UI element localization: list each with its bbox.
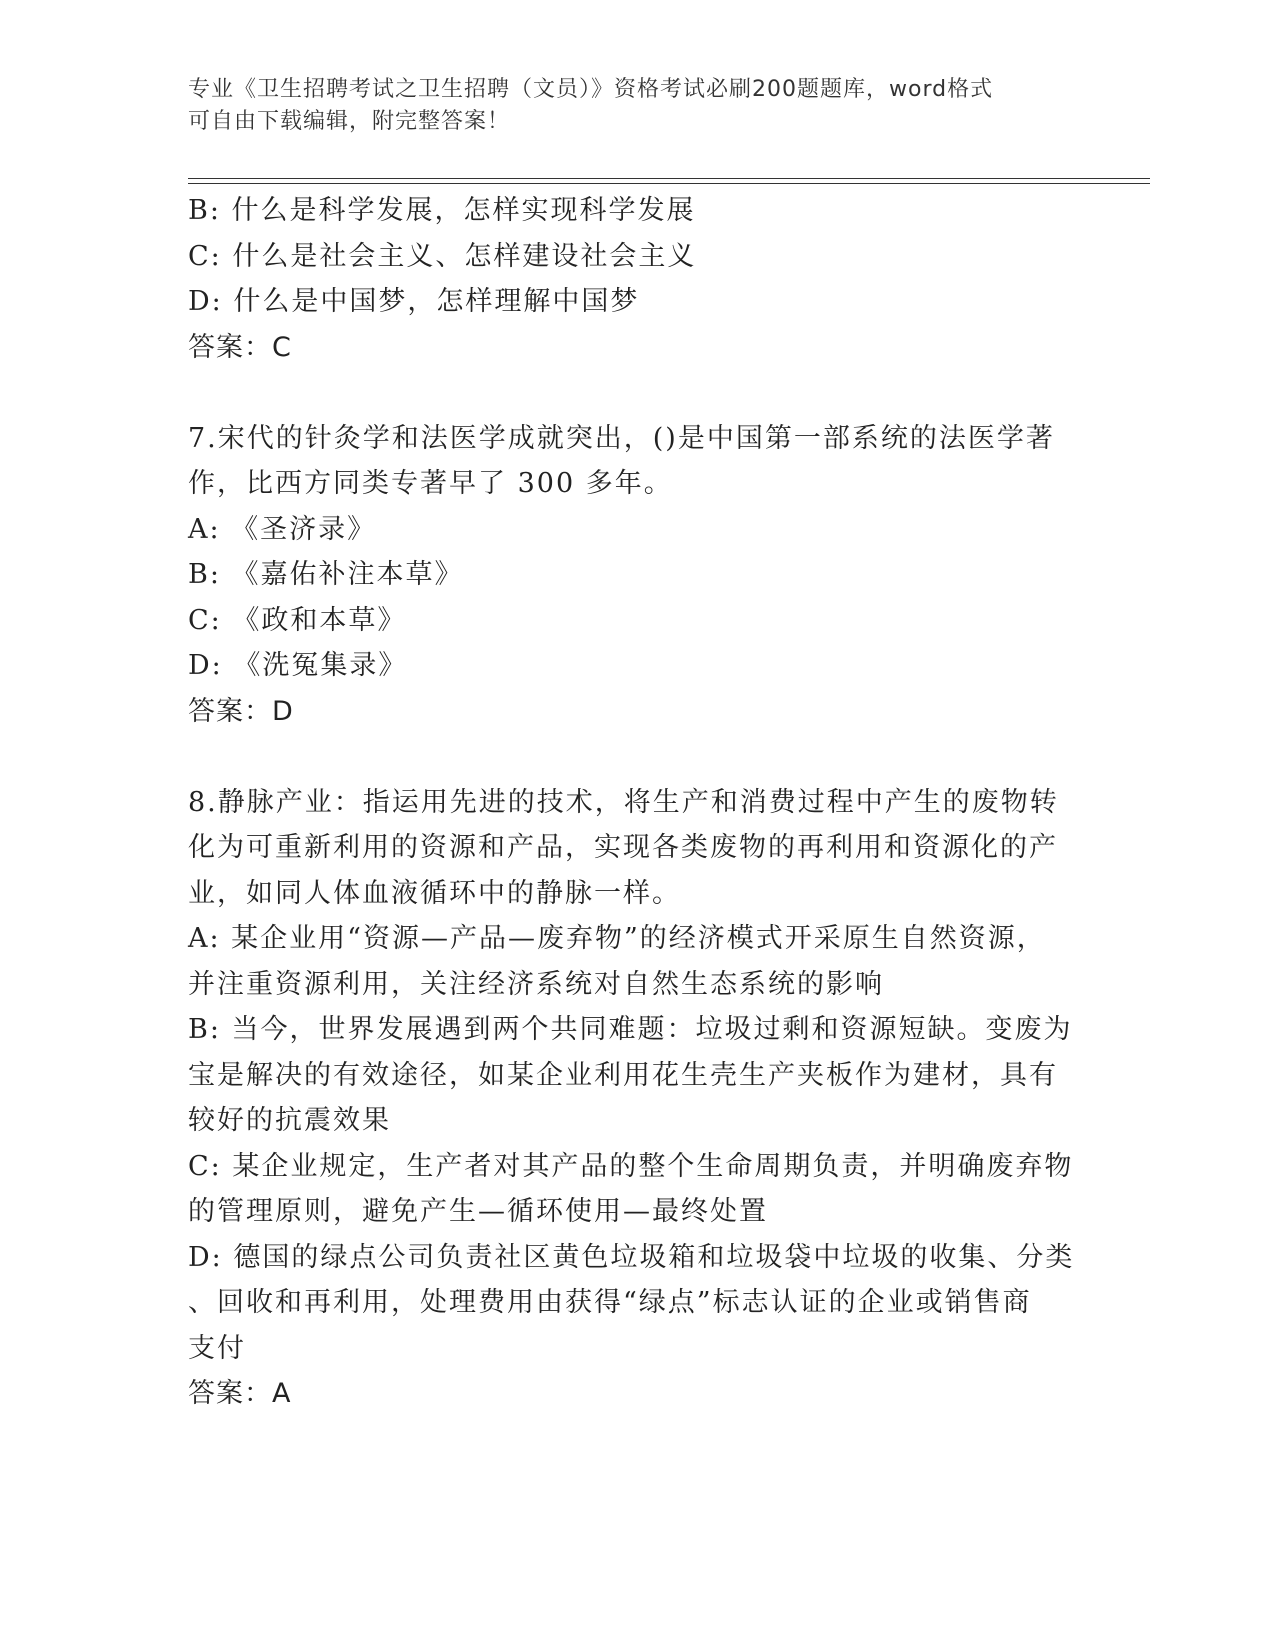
spacer [188,734,1068,780]
question-7 [188,416,1068,735]
header-divider-top [188,178,1150,179]
q8-answer: 答案：A [188,1378,292,1409]
q8-option-b-line-3: 较好的抗震效果 [188,1105,391,1136]
q8-option-b-line-2: 宝是解决的有效途径，如某企业利用花生壳生产夹板作为建材，具有 [188,1059,1058,1091]
q7-option-a: A: 《圣济录》 [188,513,377,545]
q6-option-d: D: 什么是中国梦，怎样理解中国梦 [188,286,640,317]
question-6-continued [188,188,1068,370]
document-body [188,188,1075,1417]
q8-stem-line-1: 8.静脉产业：指运用先进的技术，将生产和消费过程中产生的废物转 [188,786,1059,818]
q7-option-b: B: 《嘉佑补注本草》 [188,559,464,590]
q6-answer: 答案：C [188,331,292,363]
q6-option-c: C: 什么是社会主义、怎样建设社会主义 [188,240,697,272]
q8-option-d-line-3: 支付 [188,1332,246,1364]
q7-stem-line-2: 作，比西方同类专著早了 300 多年。 [188,468,673,499]
header-line-2: 可自由下载编辑，附完整答案！ [188,109,511,134]
q7-answer: 答案：D [188,695,294,727]
q8-option-b-line-1: B: 当今，世界发展遇到两个共同难题：垃圾过剩和资源短缺。变废为 [188,1014,1073,1045]
header-line-1: 专业《卫生招聘考试之卫生招聘（文员）》资格考试必刷200题题库，word格式 [188,77,994,102]
q8-stem-line-2: 化为可重新利用的资源和产品，实现各类废物的再利用和资源化的产 [188,832,1058,863]
header-divider-bottom [188,183,1150,184]
q7-option-c: C: 《政和本草》 [188,604,407,636]
q8-option-a-line-1: A: 某企业用“资源—产品—废弃物”的经济模式开采原生自然资源， [188,923,1046,954]
q8-option-d-line-1: D: 德国的绿点公司负责社区黄色垃圾箱和垃圾袋中垃圾的收集、分类 [188,1241,1075,1273]
q8-option-c-line-2: 的管理原则，避免产生—循环使用—最终处置 [188,1196,768,1227]
q8-stem-line-3: 业，如同人体血液循环中的静脉一样。 [188,877,681,909]
q8-option-a-line-2: 并注重资源利用，关注经济系统对自然生态系统的影响 [188,968,884,1000]
q8-option-c-line-1: C: 某企业规定，生产者对其产品的整个生命周期负责，并明确废弃物 [188,1150,1074,1182]
q7-stem-line-1: 7.宋代的针灸学和法医学成就突出，()是中国第一部系统的法医学著 [188,422,1055,454]
question-8 [188,780,1075,1417]
spacer [188,370,1068,416]
q7-option-d: D: 《洗冤集录》 [188,650,408,681]
q8-option-d-line-2: 、回收和再利用，处理费用由获得“绿点”标志认证的企业或销售商 [188,1287,1032,1318]
document-header [188,74,1068,138]
q6-option-b: B: 什么是科学发展，怎样实现科学发展 [188,195,696,226]
